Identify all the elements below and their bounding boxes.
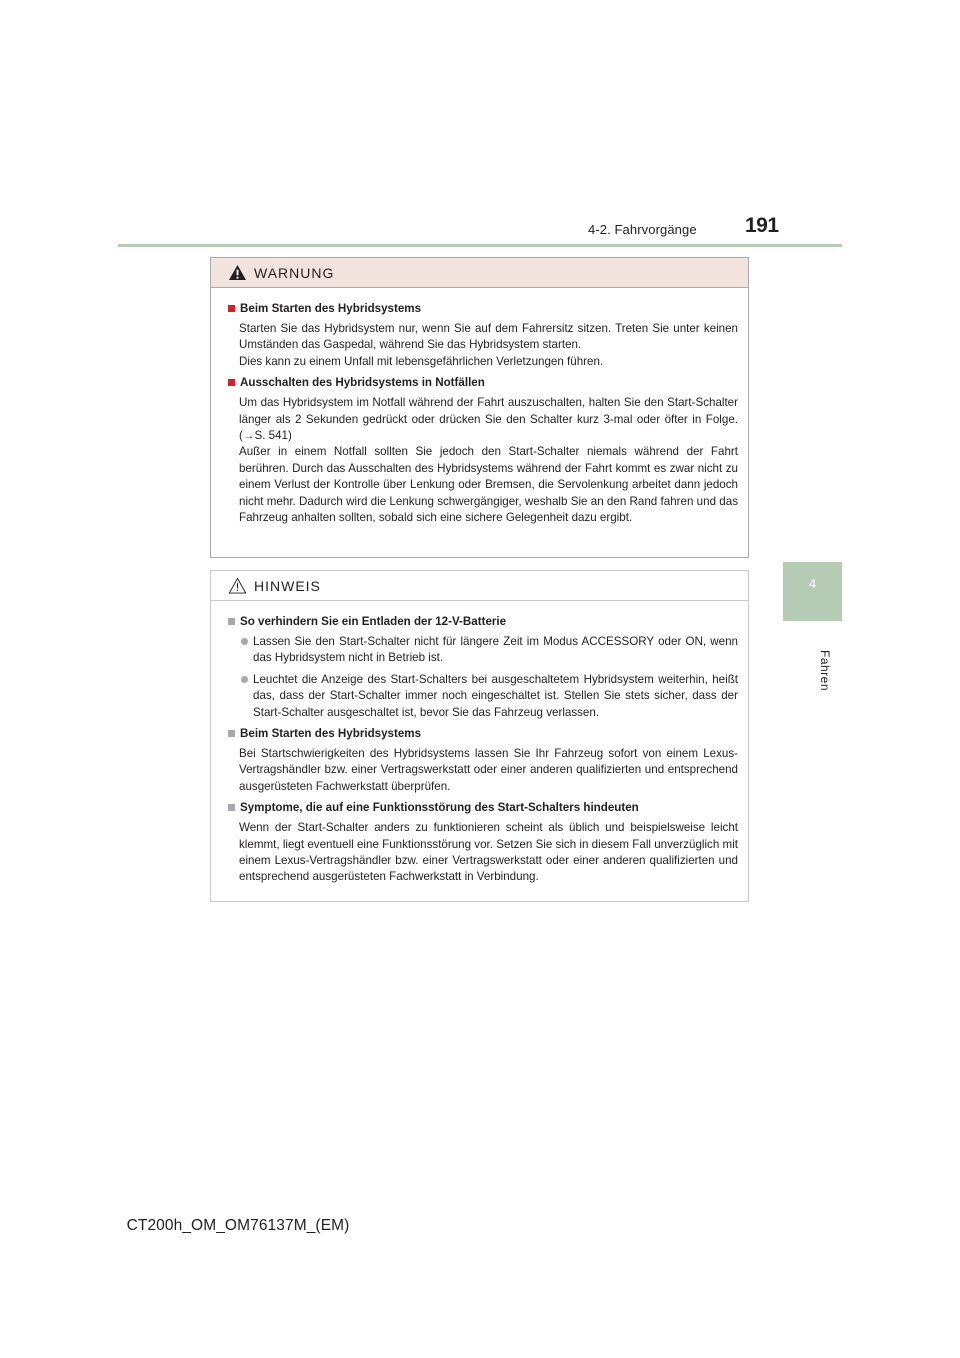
square-bullet-icon	[228, 804, 235, 811]
warning-body	[211, 288, 748, 526]
page-number: 191	[745, 214, 779, 237]
square-bullet-icon	[228, 618, 235, 625]
notice-item-heading: Beim Starten des Hybridsystems	[228, 726, 738, 742]
warning-title: WARNUNG	[254, 264, 335, 281]
square-bullet-icon	[228, 305, 235, 312]
header-rule	[118, 244, 842, 247]
round-bullet-icon	[241, 638, 248, 645]
square-bullet-icon	[228, 730, 235, 737]
section-title: 4-2. Fahrvorgänge	[588, 222, 697, 237]
notice-header	[211, 571, 748, 601]
notice-paragraph: Wenn der Start-Schalter anders zu funktionieren scheint als üblich und beispielsweise leicht klemmt, liegt eventuell eine Funktionsstörung vor. Setzen Sie sich in diesem Fall unverzüglich mit einem Lexus-Vertragshändler bzw. einer Vertragswerkstatt oder einer anderen qualifizierten und entsprechend ausgerüsteten Fachwerkstatt in Verbindung.	[239, 821, 738, 884]
list-item: Leuchtet die Anzeige des Start-Schalters bei ausgeschaltetem Hybridsystem weiterhin, heißt das, dass der Start-Schalter immer noch eingeschaltet ist. Stellen Sie stets sicher, dass der Start-Schalter ausgeschaltet ist, bevor Sie das Fahrzeug verlassen.	[239, 672, 738, 721]
notice-body	[211, 601, 748, 886]
document-code: CT200h_OM_OM76137M_(EM)	[126, 1217, 350, 1234]
notice-title: HINWEIS	[254, 577, 321, 594]
warning-paragraph: Dies kann zu einem Unfall mit lebensgefährlichen Verletzungen führen.	[239, 354, 604, 368]
warning-item-heading: Ausschalten des Hybridsystems in Notfällen	[228, 375, 738, 391]
notice-item-heading: Symptome, die auf eine Funktionsstörung des Start-Schalters hindeuten	[228, 800, 738, 816]
chapter-tab	[783, 562, 842, 621]
notice-box	[210, 570, 749, 902]
warning-header	[211, 258, 748, 288]
warning-triangle-filled-icon	[228, 264, 247, 281]
warning-box	[210, 257, 749, 558]
square-bullet-icon	[228, 379, 235, 386]
warning-paragraph: Außer in einem Notfall sollten Sie jedoch den Start-Schalter niemals während der Fahrt berühren. Durch das Ausschalten des Hybridsystems während der Fahrt kommt es zwar nicht zu einem Verlust der Kontrolle über Lenkung oder Bremsen, die Servolenkung arbeitet dann jedoch nicht mehr. Dadurch wird die Lenkung schwergängiger, weshalb Sie an den Rand fahren und das Fahrzeug anhalten sollten, sobald sich eine sichere Gelegenheit dazu ergibt.	[239, 445, 738, 525]
warning-triangle-outline-icon	[228, 577, 247, 594]
list-item: Lassen Sie den Start-Schalter nicht für längere Zeit im Modus ACCESSORY oder ON, wenn das Hybridsystem nicht in Betrieb ist.	[239, 634, 738, 667]
round-bullet-icon	[241, 676, 248, 683]
warning-item-heading: Beim Starten des Hybridsystems	[228, 301, 738, 317]
warning-paragraph: Um das Hybridsystem im Notfall während der Fahrt auszuschalten, halten Sie den Start-Schalter länger als 2 Sekunden gedrückt oder drücken Sie den Schalter kurz 3-mal oder öfter in Folge. (→S. 541)	[239, 396, 738, 443]
notice-paragraph: Bei Startschwierigkeiten des Hybridsystems lassen Sie Ihr Fahrzeug sofort von einem Lexus-Vertragshändler bzw. einer Vertragswerkstatt oder einer anderen qualifizierten und entsprechend ausgerüsteten Fachwerkstatt überprüfen.	[239, 747, 738, 793]
warning-paragraph: Starten Sie das Hybridsystem nur, wenn Sie auf dem Fahrersitz sitzen. Treten Sie unter keinen Umständen das Gaspedal, während Sie das Hybridsystem starten.	[239, 322, 738, 352]
chapter-label: Fahren	[818, 650, 832, 692]
notice-item-heading: So verhindern Sie ein Entladen der 12-V-Batterie	[228, 614, 738, 630]
chapter-number: 4	[808, 576, 817, 591]
